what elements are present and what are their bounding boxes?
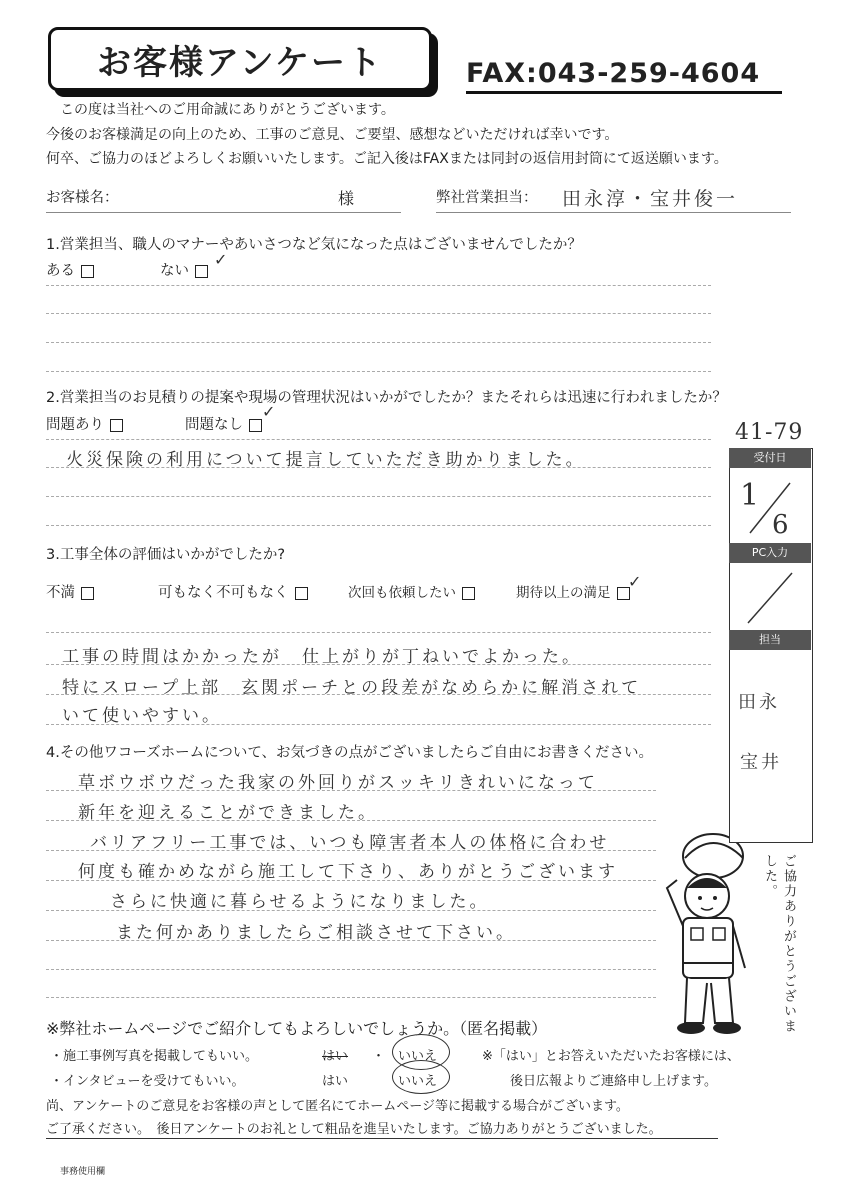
hp-row2-label: ・インタビューを受けてもいい。 [50,1074,245,1089]
q4-line-4 [46,880,656,881]
fax-number: FAX:043-259-4604 [466,58,761,89]
page-title: お客様アンケート [48,27,432,91]
q1-yes-checkbox[interactable] [81,265,94,278]
hp-row2-no-circle [392,1060,450,1094]
office-header-pc: PC入力 [729,543,811,563]
q3-opt4-label: 期待以上の満足 [516,585,611,601]
q1-option-yes [46,259,94,280]
q1-no-checkbox[interactable] [195,265,208,278]
q4-answer-4: 何度も確かめながら施工して下さり、ありがとうございます [78,862,618,882]
worker-illustration [655,818,755,1040]
q4-question: 4.その他ワコーズホームについて、お気づきの点がございましたらご自由にお書きください。 [46,745,654,761]
q4-answer-5: さらに快適に暮らせるようになりました。 [110,892,490,912]
q3-option-2 [158,581,308,602]
q3-opt2-checkbox[interactable] [295,587,308,600]
sales-line [436,212,791,213]
q2-question: 2.営業担当のお見積りの提案や現場の管理状況はいかがでしたか？またそれらは迅速に行われましたか？ [46,390,727,406]
q4-line-3 [46,850,656,851]
customer-honorific: 様 [338,189,355,208]
staff-1: 田永 [738,692,780,713]
q2-line-1 [46,439,711,440]
q1-option-no [160,259,208,280]
q3-opt2-label: 可もなく不可もなく [158,585,289,601]
q4-answer-2: 新年を迎えることができました。 [78,803,378,823]
intro-line-3: 何卒、ご協力のほどよろしくお願いいたします。ご記入後はFAXまたは同封の返信用封筒にて返送願います。 [46,151,728,167]
hp-note-1: ※「はい」とお答えいただいたお客様には、 [482,1049,740,1064]
hp-row1-dot: ・ [372,1049,386,1064]
footer-line-1: 尚、アンケートのご意見をお客様の声として匿名にてホームページ等に掲載する場合がございます。 [46,1099,629,1114]
q3-answer-2: 特にスロープ上部 玄関ポーチとの段差がなめらかに解消されて [62,678,642,698]
q3-question: 3.工事全体の評価はいかがでしたか? [46,547,286,563]
q4-line-2 [46,820,656,821]
q1-line-3 [46,342,711,343]
q3-option-1 [46,581,94,602]
q3-line-3 [46,694,711,695]
side-number: 41-79 [735,420,804,445]
q1-line-2 [46,313,711,314]
homepage-heading: ※弊社ホームページでご紹介してもよろしいでしょうか。（匿名掲載） [46,1019,548,1038]
hp-row1-no[interactable]: いいえ [398,1049,438,1064]
q2-opt1-label: 問題あり [46,417,104,433]
q2-opt1-checkbox[interactable] [110,419,123,432]
q4-line-5 [46,910,656,911]
q2-check-mark: ✓ [262,402,279,421]
q1-yes-label: ある [46,263,75,279]
q3-answer-1: 工事の時間はかかったが 仕上がりが丁ねいでよかった。 [62,647,582,667]
q2-option-1 [46,413,123,434]
q4-answer-1: 草ボウボウだった我家の外回りがスッキリきれいになって [78,773,598,793]
staff-2: 宝井 [740,752,782,773]
q3-opt1-checkbox[interactable] [81,587,94,600]
q3-answer-3: いて使いやすい。 [62,706,222,726]
q4-answer-6: また何かありましたらご相談させて下さい。 [116,923,516,943]
q1-check-mark: ✓ [214,250,231,269]
q1-question: 1.営業担当、職人のマナーやあいさつなど気になった点はございませんでしたか？ [46,237,582,253]
thanks-vertical: ご協力ありがとうございました。 [762,854,796,1034]
office-use-label: 事務使用欄 [60,1167,106,1177]
office-header-received: 受付日 [729,448,811,468]
hp-row2-no[interactable]: いいえ [398,1074,438,1089]
sales-label: 弊社営業担当： [436,190,538,206]
sales-value: 田永淳・宝井俊一 [562,188,739,210]
q3-line-4 [46,724,711,725]
hp-row2-yes[interactable]: はい [322,1074,349,1089]
q2-line-3 [46,496,711,497]
q2-option-2 [185,413,262,434]
q2-answer: 火災保険の利用について提言していただき助かりました。 [66,450,586,470]
q3-option-3 [348,581,475,601]
hp-note-2: 後日広報よりご連絡申し上げます。 [510,1074,717,1089]
q3-option-4 [516,581,630,601]
q3-opt1-label: 不満 [46,585,75,601]
intro-line-2: 今後のお客様満足の向上のため、工事のご意見、ご要望、感想などいただければ幸いです。 [46,127,619,143]
q2-line-4 [46,525,711,526]
q1-line-4 [46,371,711,372]
q3-line-1 [46,632,711,633]
q3-check-mark: ✓ [628,572,645,591]
intro-line-1: この度は当社へのご用命誠にありがとうございます。 [60,102,395,118]
q4-line-6 [46,940,656,941]
q3-opt3-checkbox[interactable] [462,587,475,600]
q4-line-1 [46,790,656,791]
q4-line-7 [46,969,656,970]
office-header-staff: 担当 [729,630,811,650]
footer-rule [46,1138,718,1139]
q2-opt2-label: 問題なし [185,417,243,433]
fax-underline [466,91,782,94]
q4-line-8 [46,997,656,998]
hp-row1-yes[interactable]: はい [322,1049,349,1064]
q2-line-2 [46,467,711,468]
q4-answer-3: バリアフリー工事では、いつも障害者本人の体格に合わせ [90,833,610,853]
q3-line-2 [46,664,711,665]
hp-row1-label: ・施工事例写真を掲載してもいい。 [50,1049,259,1064]
received-month: 1 [740,478,763,513]
q1-line-1 [46,285,711,286]
customer-name-line [46,212,401,213]
q1-no-label: ない [160,263,189,279]
q3-opt3-label: 次回も依頼したい [348,585,456,601]
customer-name-label: お客様名： [46,190,119,206]
footer-line-2: ご了承ください。 後日アンケートのお礼として粗品を進呈いたします。ご協力ありがとうございました。 [46,1122,662,1137]
q2-opt2-checkbox[interactable] [249,419,262,432]
pc-slash [740,568,800,628]
received-day: 6 [772,510,792,540]
